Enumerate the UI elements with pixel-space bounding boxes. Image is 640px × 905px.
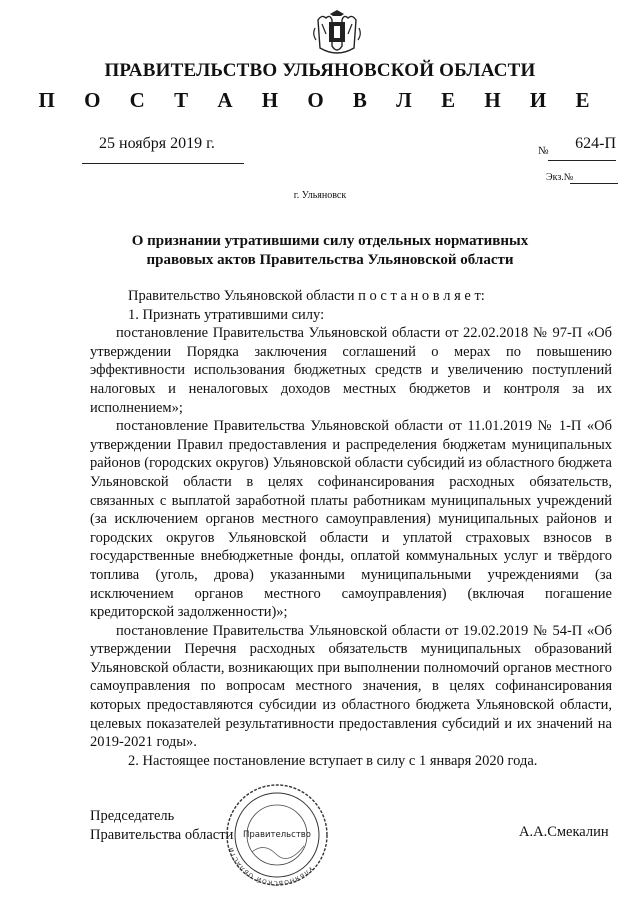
copy-number-label: Экз.№ <box>546 172 574 183</box>
svg-text:УЛЬЯНОВСКОЙ ОБЛАСТИ: УЛЬЯНОВСКОЙ ОБЛАСТИ <box>227 845 315 887</box>
body-item-1: 1. Признать утратившими силу: <box>128 306 325 323</box>
coat-of-arms-icon <box>312 10 362 56</box>
document-subject <box>130 232 530 270</box>
number-label: № <box>538 145 549 157</box>
svg-text:Правительство: Правительство <box>243 830 311 840</box>
city-name: г. Ульяновск <box>293 190 347 201</box>
official-stamp <box>224 782 330 888</box>
document-number: 624-П <box>575 135 616 152</box>
body-intro: Правительство Ульяновской области п о с т а н о в л я е т: <box>128 288 485 304</box>
repealed-act-3: постановление Правительства Ульяновской области от 19.02.2019 № 54-П «Об утверждении Перечня расходных обязательств муниципальных образований Ульяновской области, возникающих при выполнении полномочий органов местного самоуправления по вопросам местного значения, в целях софинансирования которых предоставляются субсидии из областного бюджета Ульяновской области, целевых показателей результативности предоставления субсидий и их значений на 2019-2021 годы». <box>90 622 612 751</box>
document-body <box>90 287 612 770</box>
subject-line-1: О признании утратившими силу отдельных нормативных <box>131 233 529 249</box>
repealed-act-1: постановление Правительства Ульяновской области от 22.02.2018 № 97-П «Об утверждении Порядка заключения соглашений о мерах по повышению эффективности использования бюджетных средств и увеличению поступлений налоговых и неналоговых доходов местных бюджетов и контроля за их исполнением»; <box>90 325 612 416</box>
signatory-title-line-1: Председатель <box>90 808 175 824</box>
number-underline <box>548 160 616 161</box>
subject-line-2: правовых актов Правительства Ульяновской области <box>146 252 514 268</box>
repealed-act-2: постановление Правительства Ульяновской области от 11.01.2019 № 1-П «Об утверждении Правил предоставления и распределения бюджетам муниципальных районов (городских округов) Ульяновской области субсидий из областного бюджета Ульяновской области в целях софинансирования расходных обязательств, связанных с выплатой заработной платы работникам муниципальных учреждений (за исключением органов местного самоуправления) муниципальных районов и городских округов Ульяновской области и уплатой страховых взносов в государственные внебюджетные фонды, оплатой коммунальных услуг и твёрдого топлива (уголь, дрова) указанными муниципальными учреждениями (за исключением органов местного самоуправления) (включая погашение кредиторской задолженности)»; <box>90 418 612 621</box>
date-underline <box>82 163 244 164</box>
signatory-title-line-2: Правительства области <box>90 827 234 843</box>
body-item-2: 2. Настоящее постановление вступает в силу с 1 января 2020 года. <box>128 752 538 769</box>
signatory-name: А.А.Смекалин <box>519 824 609 840</box>
government-title: ПРАВИТЕЛЬСТВО УЛЬЯНОВСКОЙ ОБЛАСТИ <box>104 60 536 81</box>
document-type-title: П О С Т А Н О В Л Е Н И Е <box>38 88 602 112</box>
signatory-title <box>90 807 233 845</box>
document-date: 25 ноября 2019 г. <box>99 135 215 152</box>
copy-number-underline <box>570 183 618 184</box>
